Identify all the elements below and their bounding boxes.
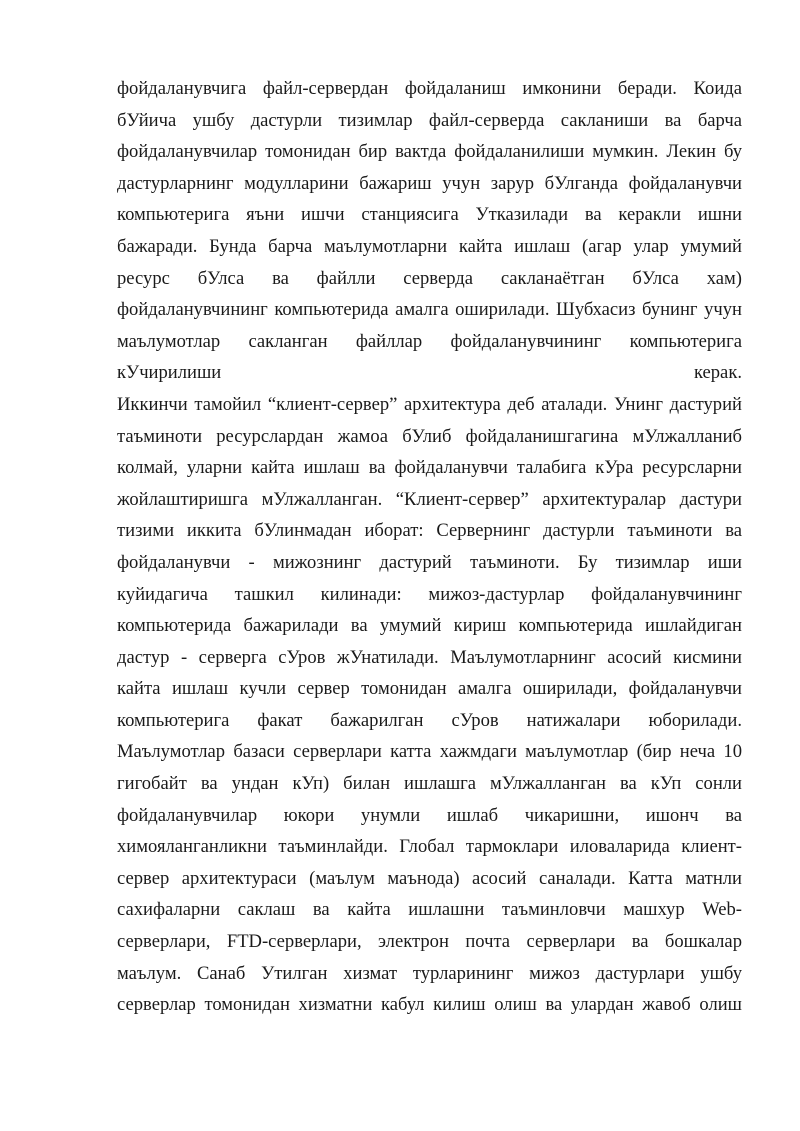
text-line: тизими иккита бУлинмадан иборат: Сервернинг дастурли таъминоти ва bbox=[117, 520, 742, 542]
text-line: куйидагича ташкил килинади: мижоз-дастурлар фойдаланувчининг bbox=[117, 583, 742, 605]
text-line: компьютерига яъни ишчи станциясига Утказилади ва керакли ишни bbox=[117, 204, 742, 226]
text-line: маълумотлар сакланган файллар фойдаланувчининг компьютерига bbox=[117, 330, 742, 352]
text-line: дастур - серверга сУров жУнатилади. Маълумотларнинг асосий кисмини bbox=[117, 646, 742, 668]
text-line: гигобайт ва ундан кУп) билан ишлашга мУлжалланган ва кУп сонли bbox=[117, 773, 742, 795]
text-line: Маълумотлар базаси серверлари катта хажмдаги маълумотлар (бир неча 10 bbox=[117, 741, 742, 763]
text-line: бУйича ушбу дастурли тизимлар файл-серверда сакланиши ва барча bbox=[117, 109, 742, 131]
text-line: колмай, уларни кайта ишлаш ва фойдаланувчи талабига кУра ресурсларни bbox=[117, 457, 742, 479]
text-line: кайта ишлаш кучли сервер томонидан амалга оширилади, фойдаланувчи bbox=[117, 678, 742, 700]
text-line: таъминоти ресурслардан жамоа бУлиб фойдаланишгагина мУлжалланиб bbox=[117, 425, 742, 447]
text-line: сахифаларни саклаш ва кайта ишлашни таъминловчи машхур Web- bbox=[117, 899, 742, 921]
body-text bbox=[117, 73, 742, 1021]
text-line: маълум. Санаб Утилган хизмат турларининг мижоз дастурлари ушбу bbox=[117, 962, 742, 984]
text-line: сервер архитектураси (маълум маънода) асосий саналади. Катта матнли bbox=[117, 867, 742, 889]
text-line: фойдаланувчи - мижознинг дастурий таъминоти. Бу тизимлар иши bbox=[117, 551, 742, 573]
text-line: бажаради. Бунда барча маълумотларни кайта ишлаш (агар улар умумий bbox=[117, 235, 742, 257]
text-line: фойдаланувчилар томонидан бир вактда фойдаланилиши мумкин. Лекин бу bbox=[117, 141, 742, 163]
text-line: компьютерида бажарилади ва умумий кириш компьютерида ишлайдиган bbox=[117, 615, 742, 637]
text-line: компьютерига факат бажарилган сУров натижалари юборилади. bbox=[117, 709, 742, 731]
text-line: жойлаштиришга мУлжалланган. “Клиент-сервер” архитектуралар дастури bbox=[117, 488, 742, 510]
text-line: серверлар томонидан хизматни кабул килиш олиш ва улардан жавоб олиш bbox=[117, 994, 742, 1016]
text-line: ресурс бУлса ва файлли серверда сакланаётган бУлса хам) bbox=[117, 267, 742, 289]
text-line: фойдаланувчининг компьютерида амалга оширилади. Шубхасиз бунинг учун bbox=[117, 299, 742, 321]
text-line: химояланганликни таъминлайди. Глобал тармоклари иловаларида клиент- bbox=[117, 836, 742, 858]
text-line: фойдаланувчилар юкори унумли ишлаб чикаришни, ишонч ва bbox=[117, 804, 742, 826]
text-line: фойдаланувчига файл-сервердан фойдаланиш имконини беради. Коида bbox=[117, 78, 742, 99]
text-line: серверлари, FTD-серверлари, электрон почта серверлари ва бошкалар bbox=[117, 931, 742, 953]
text-line: Иккинчи тамойил “клиент-сервер” архитектура деб аталади. Унинг дастурий bbox=[117, 393, 742, 415]
text-line: кУчирилиши керак. bbox=[117, 362, 742, 384]
text-line: дастурларнинг модулларини бажариш учун зарур бУлганда фойдаланувчи bbox=[117, 172, 742, 194]
